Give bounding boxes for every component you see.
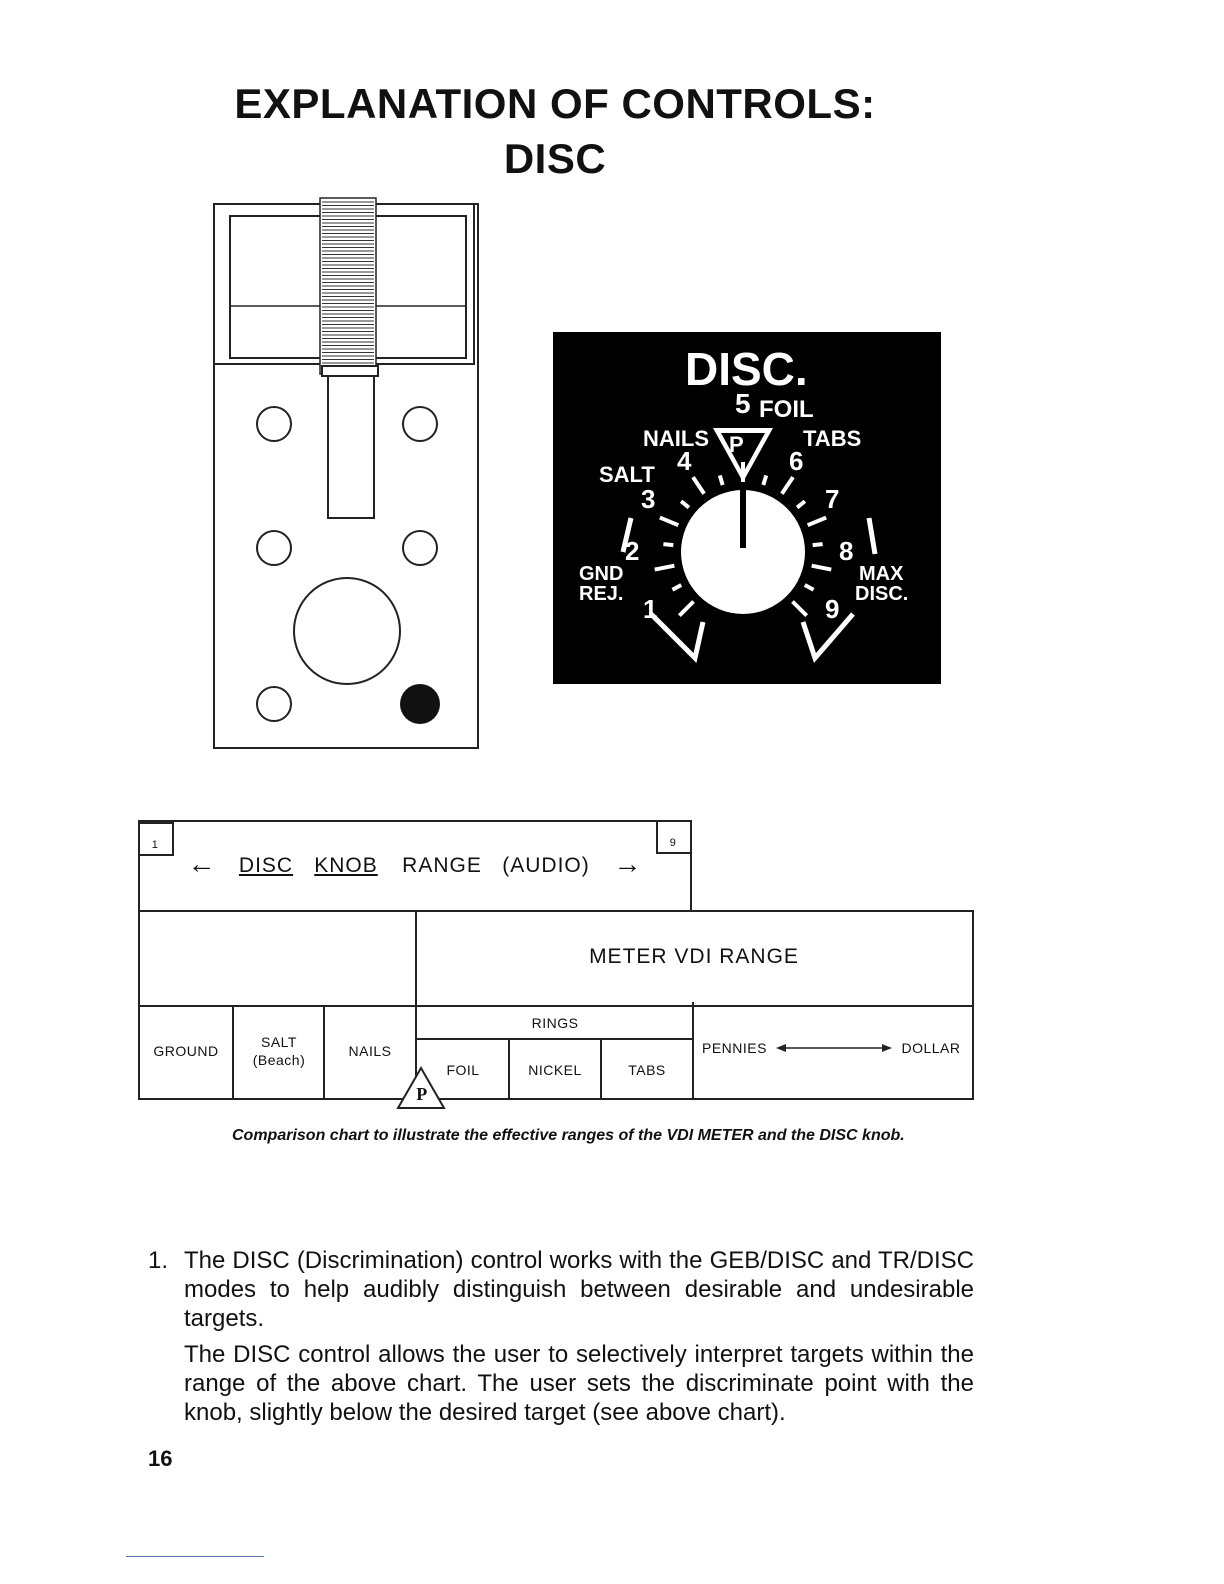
dial-number-7: 7 (825, 484, 840, 514)
pennies-dollar-arrow-icon (774, 1042, 894, 1054)
dial-number-2: 2 (625, 536, 640, 566)
paragraph-1: The DISC (Discrimination) control works with the GEB/DISC and TR/DISC modes to help audibly distinguish between desirable and undesirable targets. (184, 1247, 974, 1332)
knob-hole-bottom-left (257, 687, 291, 721)
slider-stem (328, 372, 374, 518)
dial-label-rej: REJ. (579, 583, 624, 605)
rings-underline (416, 1038, 694, 1040)
dial-tick (720, 475, 723, 485)
dial-label-nails: NAILS (643, 426, 709, 451)
paragraph-2: The DISC control allows the user to selectively interpret targets within the range of the above chart. The user sets the discriminate point with the knob, slightly below the desired target (see above chart). (184, 1341, 974, 1426)
category-ground: GROUND (153, 1043, 219, 1059)
list-number: 1. (148, 1247, 169, 1274)
slider-ribbing (320, 198, 376, 374)
dial-label-max: MAX (859, 563, 904, 585)
chart-caption: Comparison chart to illustrate the effective ranges of the VDI METER and the DISC knob. (232, 1127, 905, 1144)
category-nails: NAILS (348, 1043, 392, 1059)
category-foil: FOIL (446, 1062, 480, 1078)
dial-label-gnd: GND (579, 563, 624, 585)
dial-tick (782, 477, 793, 494)
dial-tick (797, 501, 805, 507)
dial-label-max-disc: DISC. (855, 583, 909, 605)
knob-min-label: 1 (151, 839, 159, 851)
footer-line (126, 1556, 264, 1557)
page-subtitle: DISC (503, 135, 607, 182)
categories-top-line (138, 1005, 974, 1007)
knob-hole-top-right (403, 407, 437, 441)
page-title: EXPLANATION OF CONTROLS: (234, 80, 876, 127)
dial-title: DISC. (685, 343, 808, 395)
dial-tick (681, 501, 689, 507)
dial-tick (813, 544, 823, 545)
dial-tick (655, 566, 675, 570)
knob-hole-mid-right (403, 531, 437, 565)
knob-max-label: 9 (669, 837, 677, 849)
dial-label-salt: SALT (599, 462, 655, 487)
category-dollar: DOLLAR (901, 1040, 961, 1056)
left-arrow-icon: ← (187, 848, 217, 879)
cell-divider (692, 1002, 694, 1100)
disc-knob-highlighted (400, 684, 440, 724)
slider-cap (322, 366, 378, 376)
dial-tick (693, 477, 704, 494)
dial-number-1: 1 (643, 594, 658, 624)
knob-range-word-range: RANGE (402, 854, 482, 877)
category-salt: SALT (261, 1034, 297, 1050)
dial-number-9: 9 (825, 594, 840, 624)
dial-number-8: 8 (839, 536, 854, 566)
p-marker-letter: P (416, 1083, 428, 1104)
dial-tick (660, 518, 678, 526)
category-tabs: TABS (628, 1062, 666, 1078)
dial-number-3: 3 (641, 484, 656, 514)
left-range-arrow (651, 614, 703, 658)
dial-number-6: 6 (789, 446, 804, 476)
right-bracket (869, 518, 875, 554)
dial-tick (805, 585, 814, 590)
dial-label-tabs: TABS (803, 426, 862, 451)
category-nickel: NICKEL (528, 1062, 582, 1078)
dial-label-foil: FOIL (759, 396, 814, 423)
body-text (148, 1246, 974, 1434)
dial-number-4: 4 (677, 446, 692, 476)
category-rings: RINGS (531, 1015, 579, 1031)
meter-vdi-range-label: METER VDI RANGE (589, 945, 799, 968)
control-panel-illustration (212, 196, 484, 752)
dial-p-letter: P (729, 432, 744, 457)
dial-tick (792, 601, 806, 615)
dial-tick (672, 585, 681, 590)
knob-hole-top-left (257, 407, 291, 441)
dial-number-5: 5 (735, 388, 751, 419)
category-salt-beach: (Beach) (252, 1052, 306, 1068)
dial-tick (808, 518, 826, 526)
category-pennies: PENNIES (702, 1040, 767, 1056)
right-arrow-icon: → (613, 848, 643, 879)
knob-range-word-disc: DISC (238, 854, 294, 877)
dial-tick (679, 601, 693, 615)
dial-tick (812, 566, 832, 570)
dial-tick (663, 544, 673, 545)
knob-hole-mid-left (257, 531, 291, 565)
knob-range-word-audio: (AUDIO) (502, 854, 590, 877)
dial-tick (763, 475, 766, 485)
large-knob (294, 578, 400, 684)
knob-range-word-knob: KNOB (314, 854, 378, 877)
page-number: 16 (148, 1446, 173, 1471)
disc-dial-illustration (553, 332, 941, 684)
